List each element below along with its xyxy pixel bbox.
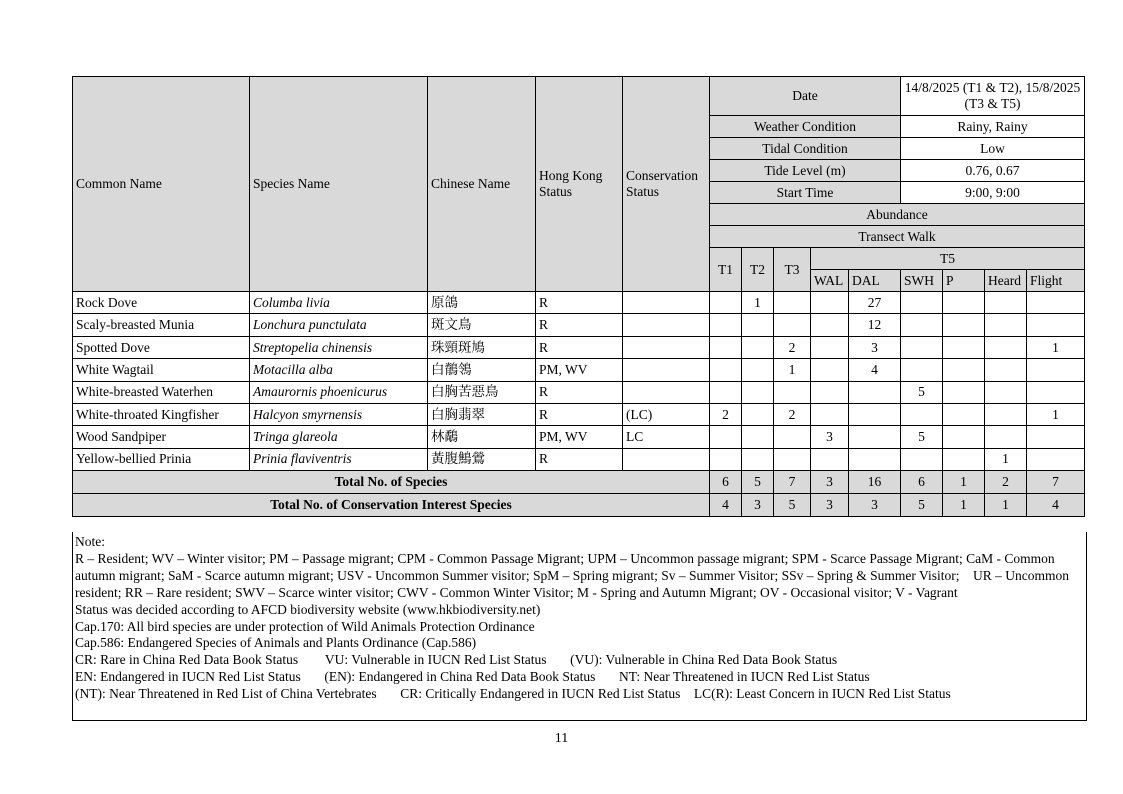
abundance-count-cell	[943, 359, 985, 381]
condition-label: Date	[710, 77, 901, 116]
totals-value-cell: 4	[710, 494, 742, 517]
abundance-count-cell	[943, 403, 985, 425]
abundance-count-cell	[985, 336, 1027, 358]
abundance-count-cell: 27	[849, 292, 901, 314]
abundance-count-cell	[710, 292, 742, 314]
note-line: Cap.170: All bird species are under protection of Wild Animals Protection Ordinance	[75, 618, 535, 634]
header-chinese-name: Chinese Name	[428, 77, 536, 292]
abundance-count-cell	[742, 426, 774, 448]
abundance-count-cell	[774, 426, 811, 448]
species-name-cell: Columba livia	[250, 292, 428, 314]
transect-t2-header: T2	[742, 248, 774, 292]
hk-status-cell: R	[536, 292, 623, 314]
conservation-status-cell: (LC)	[623, 403, 710, 425]
t5-sub-header: WAL	[811, 270, 849, 292]
page-number: 11	[554, 731, 569, 746]
abundance-count-cell	[985, 314, 1027, 336]
condition-value: 9:00, 9:00	[901, 182, 1085, 204]
transect-t3-header: T3	[774, 248, 811, 292]
abundance-count-cell	[710, 426, 742, 448]
species-row	[73, 292, 1085, 314]
chinese-name-cell: 林鷸	[428, 426, 536, 448]
abundance-count-cell	[901, 292, 943, 314]
common-name-cell: Spotted Dove	[73, 336, 250, 358]
abundance-count-cell	[943, 314, 985, 336]
abundance-count-cell	[1027, 448, 1085, 470]
abundance-header: Abundance	[710, 204, 1085, 226]
abundance-count-cell	[985, 292, 1027, 314]
conservation-status-cell: LC	[623, 426, 710, 448]
transect-t1-header: T1	[710, 248, 742, 292]
condition-label: Weather Condition	[710, 116, 901, 138]
transect-t5-header: T5	[811, 248, 1085, 270]
condition-label: Start Time	[710, 182, 901, 204]
abundance-count-cell: 1	[742, 292, 774, 314]
chinese-name-cell: 珠頸斑鳩	[428, 336, 536, 358]
species-name-cell: Motacilla alba	[250, 359, 428, 381]
t5-sub-header: P	[943, 270, 985, 292]
condition-value: Low	[901, 138, 1085, 160]
header-conservation-status: Conservation Status	[623, 77, 710, 292]
abundance-count-cell	[985, 426, 1027, 448]
conservation-status-cell	[623, 292, 710, 314]
conservation-status-cell	[623, 336, 710, 358]
abundance-count-cell	[811, 292, 849, 314]
common-name-cell: White-breasted Waterhen	[73, 381, 250, 403]
abundance-count-cell	[710, 359, 742, 381]
note-line: Note:	[75, 534, 105, 549]
abundance-count-cell	[943, 426, 985, 448]
abundance-count-cell	[901, 336, 943, 358]
totals-value-cell: 16	[849, 471, 901, 494]
abundance-count-cell	[1027, 359, 1085, 381]
condition-value: 14/8/2025 (T1 & T2), 15/8/2025 (T3 & T5)	[901, 77, 1085, 116]
abundance-count-cell	[811, 359, 849, 381]
conservation-status-cell	[623, 448, 710, 470]
abundance-count-cell	[811, 336, 849, 358]
abundance-count-cell	[811, 381, 849, 403]
abundance-count-cell	[774, 292, 811, 314]
t5-sub-header: DAL	[849, 270, 901, 292]
hk-status-cell: R	[536, 314, 623, 336]
species-name-cell: Tringa glareola	[250, 426, 428, 448]
chinese-name-cell: 白鶺鴒	[428, 359, 536, 381]
header-hk-status: Hong Kong Status	[536, 77, 623, 292]
note-line: (NT): Near Threatened in Red List of China Vertebrates CR: Critically Endangered in IUCN Red List Status LC(R): Least Concern in IUCN Red List Status	[75, 686, 951, 702]
species-name-cell: Amaurornis phoenicurus	[250, 381, 428, 403]
t5-sub-header: SWH	[901, 270, 943, 292]
abundance-count-cell: 2	[710, 403, 742, 425]
condition-value: Rainy, Rainy	[901, 116, 1085, 138]
condition-label: Tidal Condition	[710, 138, 901, 160]
common-name-cell: White Wagtail	[73, 359, 250, 381]
totals-row	[73, 471, 1085, 494]
note-line: Cap.586: Endangered Species of Animals and Plants Ordinance (Cap.586)	[75, 635, 477, 651]
species-row	[73, 448, 1085, 470]
notes-section	[72, 532, 1087, 721]
abundance-count-cell	[1027, 381, 1085, 403]
abundance-count-cell	[742, 381, 774, 403]
chinese-name-cell: 黃腹鷦鶯	[428, 448, 536, 470]
totals-row	[73, 494, 1085, 517]
abundance-count-cell	[774, 314, 811, 336]
totals-value-cell: 2	[985, 471, 1027, 494]
species-name-cell: Prinia flaviventris	[250, 448, 428, 470]
condition-value: 0.76, 0.67	[901, 160, 1085, 182]
species-name-cell: Lonchura punctulata	[250, 314, 428, 336]
chinese-name-cell: 原鴿	[428, 292, 536, 314]
totals-value-cell: 5	[742, 471, 774, 494]
header-common-name: Common Name	[73, 77, 250, 292]
totals-value-cell: 6	[710, 471, 742, 494]
abundance-count-cell	[849, 426, 901, 448]
abundance-count-cell	[901, 314, 943, 336]
totals-value-cell: 6	[901, 471, 943, 494]
conservation-status-cell	[623, 381, 710, 403]
hk-status-cell: R	[536, 448, 623, 470]
totals-value-cell: 5	[901, 494, 943, 517]
chinese-name-cell: 斑文鳥	[428, 314, 536, 336]
abundance-count-cell	[1027, 314, 1085, 336]
abundance-count-cell: 5	[901, 381, 943, 403]
hk-status-cell: R	[536, 336, 623, 358]
abundance-count-cell: 3	[849, 336, 901, 358]
chinese-name-cell: 白胸苦惡鳥	[428, 381, 536, 403]
abundance-count-cell	[811, 448, 849, 470]
common-name-cell: Scaly-breasted Munia	[73, 314, 250, 336]
abundance-count-cell	[710, 314, 742, 336]
common-name-cell: White-throated Kingfisher	[73, 403, 250, 425]
abundance-count-cell	[742, 448, 774, 470]
abundance-count-cell	[811, 403, 849, 425]
common-name-cell: Rock Dove	[73, 292, 250, 314]
species-row	[73, 381, 1085, 403]
species-row	[73, 336, 1085, 358]
totals-value-cell: 7	[1027, 471, 1085, 494]
species-row	[73, 314, 1085, 336]
species-row	[73, 359, 1085, 381]
abundance-count-cell	[811, 314, 849, 336]
abundance-count-cell	[985, 403, 1027, 425]
t5-sub-header: Flight	[1027, 270, 1085, 292]
abundance-count-cell	[710, 381, 742, 403]
abundance-count-cell	[985, 381, 1027, 403]
totals-value-cell: 5	[774, 494, 811, 517]
abundance-count-cell	[985, 359, 1027, 381]
totals-value-cell: 3	[811, 494, 849, 517]
t5-sub-header: Heard	[985, 270, 1027, 292]
chinese-name-cell: 白胸翡翠	[428, 403, 536, 425]
species-name-cell: Halcyon smyrnensis	[250, 403, 428, 425]
totals-value-cell: 1	[943, 494, 985, 517]
abundance-count-cell	[849, 403, 901, 425]
totals-value-cell: 4	[1027, 494, 1085, 517]
totals-value-cell: 7	[774, 471, 811, 494]
species-name-cell: Streptopelia chinensis	[250, 336, 428, 358]
species-row	[73, 426, 1085, 448]
abundance-count-cell	[742, 314, 774, 336]
note-line: CR: Rare in China Red Data Book Status VU: Vulnerable in IUCN Red List Status (VU): Vulnerable in China Red Data Book Status	[75, 652, 838, 668]
abundance-count-cell: 1	[1027, 403, 1085, 425]
abundance-count-cell	[1027, 292, 1085, 314]
header-species-name: Species Name	[250, 77, 428, 292]
abundance-count-cell	[710, 336, 742, 358]
abundance-count-cell	[742, 359, 774, 381]
species-row	[73, 403, 1085, 425]
abundance-count-cell: 1	[1027, 336, 1085, 358]
totals-value-cell: 3	[849, 494, 901, 517]
hk-status-cell: R	[536, 381, 623, 403]
conservation-status-cell	[623, 359, 710, 381]
transect-walk-header: Transect Walk	[710, 226, 1085, 248]
abundance-count-cell	[943, 292, 985, 314]
totals-value-cell: 3	[742, 494, 774, 517]
note-line: R – Resident; WV – Winter visitor; PM – Passage migrant; CPM - Common Passage Migrant; UPM – Uncommon passage migrant; SPM - Scarce Passage Migrant; CaM - Common autumn migrant; SaM - Scarce autumn migrant; USV - Uncommon Summer visitor; SpM – Spring migrant; Sv – Summer Visitor; SSv – Spring & Summer Visitor; UR – Uncommon resident; RR – Rare resident; SWV – Scarce winter visitor; CWV - Common Winter Visitor; M - Spring and Autumn Migrant; OV - Occasional visitor; V - Vagrant	[75, 550, 1073, 600]
abundance-count-cell: 1	[985, 448, 1027, 470]
abundance-count-cell: 2	[774, 403, 811, 425]
abundance-count-cell	[849, 381, 901, 403]
note-line: Status was decided according to AFCD biodiversity website (www.hkbiodiversity.net)	[75, 601, 541, 617]
abundance-count-cell	[710, 448, 742, 470]
abundance-count-cell	[742, 336, 774, 358]
conservation-status-cell	[623, 314, 710, 336]
abundance-count-cell: 1	[774, 359, 811, 381]
abundance-count-cell: 4	[849, 359, 901, 381]
abundance-count-cell: 3	[811, 426, 849, 448]
totals-value-cell: 1	[985, 494, 1027, 517]
hk-status-cell: PM, WV	[536, 359, 623, 381]
abundance-count-cell	[901, 359, 943, 381]
note-line: EN: Endangered in IUCN Red List Status (EN): Endangered in China Red Data Book Status NT: Near Threatened in IUCN Red List Status	[75, 669, 870, 685]
abundance-count-cell	[943, 448, 985, 470]
abundance-count-cell	[774, 381, 811, 403]
hk-status-cell: PM, WV	[536, 426, 623, 448]
abundance-count-cell	[943, 381, 985, 403]
abundance-count-cell	[849, 448, 901, 470]
abundance-count-cell: 12	[849, 314, 901, 336]
abundance-count-cell	[742, 403, 774, 425]
abundance-count-cell	[1027, 426, 1085, 448]
hk-status-cell: R	[536, 403, 623, 425]
abundance-count-cell	[901, 403, 943, 425]
common-name-cell: Yellow-bellied Prinia	[73, 448, 250, 470]
abundance-count-cell: 5	[901, 426, 943, 448]
abundance-count-cell: 2	[774, 336, 811, 358]
totals-label: Total No. of Conservation Interest Species	[73, 494, 710, 517]
abundance-count-cell	[943, 336, 985, 358]
common-name-cell: Wood Sandpiper	[73, 426, 250, 448]
totals-value-cell: 1	[943, 471, 985, 494]
totals-label: Total No. of Species	[73, 471, 710, 494]
condition-label: Tide Level (m)	[710, 160, 901, 182]
abundance-count-cell	[774, 448, 811, 470]
survey-table	[72, 76, 1085, 517]
totals-value-cell: 3	[811, 471, 849, 494]
abundance-count-cell	[901, 448, 943, 470]
